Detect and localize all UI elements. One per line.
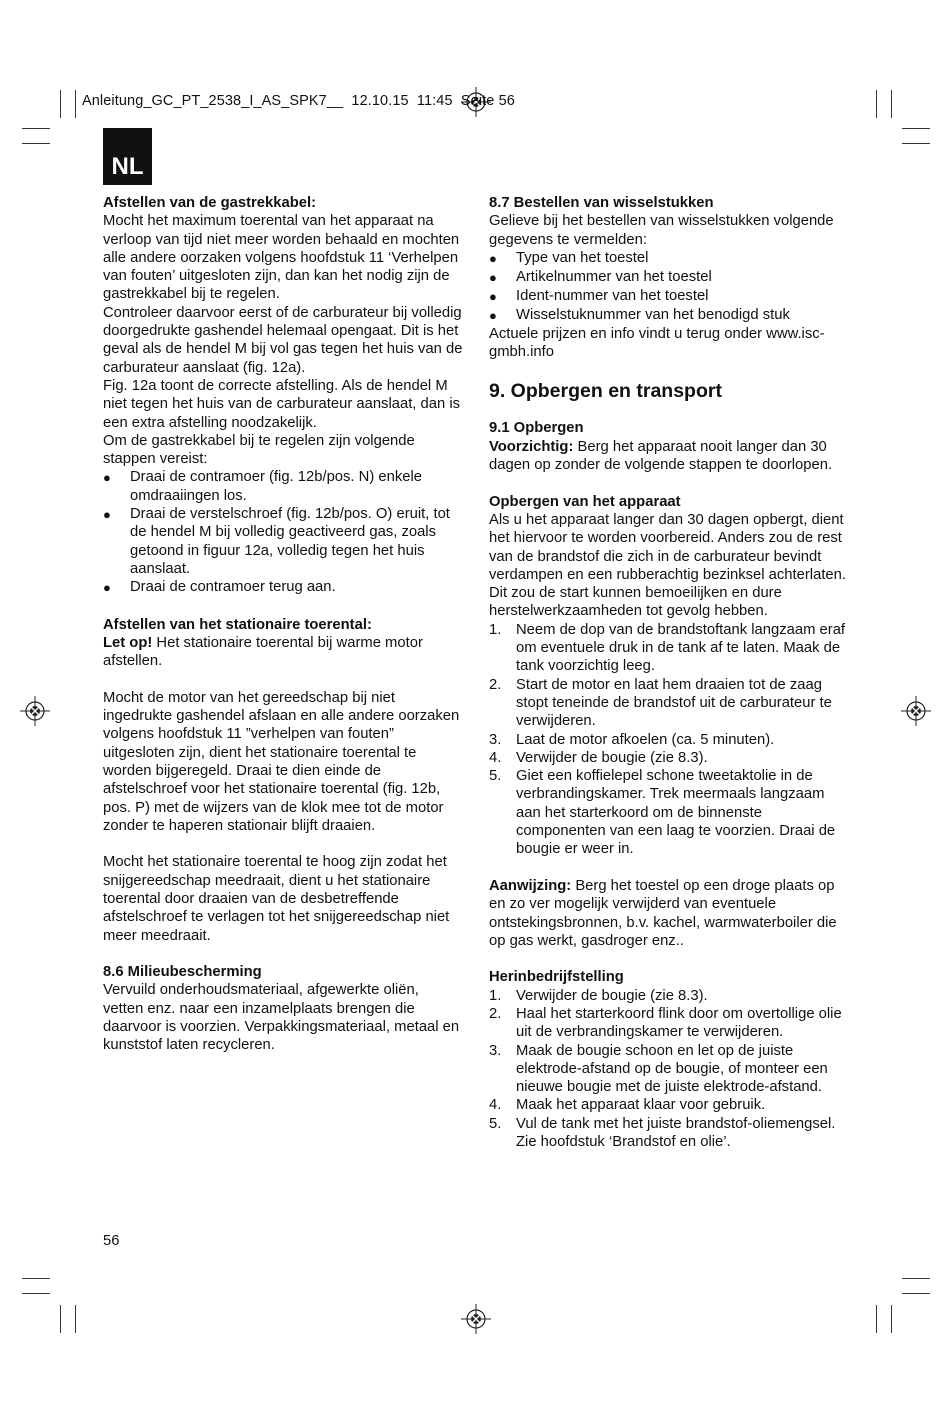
bullet-icon: ● bbox=[103, 580, 111, 596]
bullet-icon: ● bbox=[489, 288, 497, 304]
crop-mark bbox=[902, 128, 930, 129]
list-item-text: Artikelnummer van het toestel bbox=[516, 268, 712, 285]
paragraph: Mocht het maximum toerental van het apparaat na verloop van tijd niet meer worden behaald en mochten alle andere oorzaken volgens hoofdstuk 11 ‘Verhelpen van fouten’ uitgesloten zijn, dan kan het nodig zijn de gastrekkabel bij te regelen. bbox=[103, 213, 460, 303]
print-slug: Anleitung_GC_PT_2538_I_AS_SPK7__ 12.10.15 11:45 Seite 56 bbox=[82, 93, 515, 109]
section-heading: 8.6 Milieubescherming bbox=[103, 964, 262, 981]
paragraph: Als u het apparaat langer dan 30 dagen opbergt, dient het hiervoor te worden voorbereid. Anders zou de rest van de brandstof die zich in de carburateur bevindt verdampen en een rubberachtig bezinksel achterlaten. Dit zou de start kunnen bemoeilijken en dure herstelwerkzaamheden tot gevolg hebben. bbox=[489, 511, 846, 620]
crop-mark bbox=[902, 1293, 930, 1294]
list-item bbox=[489, 749, 849, 767]
paragraph: Vervuild onderhoudsmateriaal, afgewerkte oliën, vetten enz. naar een inzamelplaats brengen die daarvoor is voorzien. Verpakkingsmateriaal, metaal en kunststof laten recycleren. bbox=[103, 982, 460, 1054]
list-item-text: Verwijder de bougie (zie 8.3). bbox=[516, 987, 708, 1004]
crop-mark bbox=[75, 1305, 76, 1333]
list-item bbox=[489, 287, 849, 306]
list-number: 5. bbox=[489, 768, 502, 785]
list-item bbox=[489, 1042, 849, 1097]
note-label: Aanwijzing: bbox=[489, 877, 572, 894]
list-item-text: Type van het toestel bbox=[516, 249, 649, 266]
list-item bbox=[489, 1115, 849, 1152]
list-number: 4. bbox=[489, 749, 502, 766]
section-heading: Afstellen van de gastrekkabel: bbox=[103, 195, 316, 211]
list-item-text: Neem de dop van de brandstoftank langzaam eraf om eventuele druk in de tank af te laten. Maak de tank voorzichtig leeg. bbox=[516, 621, 846, 675]
paragraph bbox=[103, 634, 463, 671]
list-item-text: Draai de verstelschroef (fig. 12b/pos. O) eruit, tot de hendel M bij volledig geactiveerd gas, zoals getoond in figuur 12a, volledig tegen het huis aanslaat. bbox=[130, 506, 450, 577]
warning-label: Voorzichtig: bbox=[489, 438, 574, 455]
list-item-text: Start de motor en laat hem draaien tot de zaag stopt teneinde de brandstof uit de carburateur te verwijderen. bbox=[516, 676, 832, 730]
paragraph: Om de gastrekkabel bij te regelen zijn volgende stappen vereist: bbox=[103, 432, 415, 468]
section-heading: Herinbedrijfstelling bbox=[489, 969, 624, 986]
list-number: 2. bbox=[489, 676, 502, 693]
list-item bbox=[103, 505, 463, 578]
crop-mark bbox=[876, 1305, 877, 1333]
list-number: 2. bbox=[489, 1005, 502, 1022]
bullet-icon: ● bbox=[489, 250, 497, 266]
list-item-text: Draai de contramoer terug aan. bbox=[130, 579, 336, 596]
bullet-icon: ● bbox=[103, 470, 111, 486]
list-item bbox=[489, 268, 849, 287]
page-number: 56 bbox=[103, 1233, 120, 1249]
crop-mark bbox=[60, 90, 61, 118]
crop-mark bbox=[75, 90, 76, 118]
list-item bbox=[489, 676, 849, 731]
crop-mark bbox=[22, 1293, 50, 1294]
list-item-text: Haal het starterkoord flink door om overtollige olie uit de verbrandingskamer te verwijderen. bbox=[516, 1005, 842, 1041]
crop-mark bbox=[22, 128, 50, 129]
list-item-text: Maak het apparaat klaar voor gebruik. bbox=[516, 1097, 766, 1114]
registration-mark-icon bbox=[901, 696, 931, 726]
bullet-icon: ● bbox=[489, 269, 497, 285]
registration-mark-icon bbox=[461, 1304, 491, 1334]
list-item-text: Maak de bougie schoon en let op de juiste elektrode-afstand op de bougie, of monteer een nieuwe bougie met de juiste elektrode-afstand. bbox=[516, 1042, 828, 1096]
warning-text: Het stationaire toerental bij warme motor afstellen. bbox=[103, 634, 423, 670]
section-heading: 8.7 Bestellen van wisselstukken bbox=[489, 195, 714, 211]
paragraph: Fig. 12a toont de correcte afstelling. Als de hendel M niet tegen het huis van de carburateur aanslaat, dan is een extra afstelling noodzakelijk. bbox=[103, 377, 461, 431]
paragraph: Gelieve bij het bestellen van wisselstukken volgende gegevens te vermelden: bbox=[489, 213, 834, 248]
list-number: 5. bbox=[489, 1115, 502, 1132]
list-item bbox=[489, 249, 849, 268]
right-column bbox=[489, 194, 849, 1151]
crop-mark bbox=[902, 1278, 930, 1279]
list-item bbox=[489, 767, 849, 858]
list-item-text: Draai de contramoer (fig. 12b/pos. N) enkele omdraaiingen los. bbox=[130, 469, 422, 504]
list-item bbox=[489, 731, 849, 749]
list-number: 1. bbox=[489, 987, 502, 1004]
list-item bbox=[489, 306, 849, 325]
list-item-text: Giet een koffielepel schone tweetaktolie in de verbrandingskamer. Trek meermaals langzaam aan het starterkoord om de binnenste componenten van een laag te voorzien. Draai de bougie er weer in. bbox=[516, 768, 836, 858]
list-item-text: Vul de tank met het juiste brandstof-oliemengsel. Zie hoofdstuk ‘Brandstof en olie’. bbox=[516, 1115, 836, 1151]
crop-mark bbox=[902, 143, 930, 144]
list-item bbox=[489, 1005, 849, 1042]
paragraph: Mocht het stationaire toerental te hoog zijn zodat het snijgereedschap meedraait, dient u het stationaire toerental door draaien van de desbetreffende afstelschroef te verlagen tot het snijgereedschap niet meer meedraait. bbox=[103, 854, 450, 944]
list-item bbox=[103, 578, 463, 597]
list-item-text: Verwijder de bougie (zie 8.3). bbox=[516, 749, 708, 766]
list-number: 3. bbox=[489, 731, 502, 748]
paragraph: Actuele prijzen en info vindt u terug onder www.isc-gmbh.info bbox=[489, 325, 825, 361]
list-item bbox=[489, 1096, 849, 1114]
list-item bbox=[103, 468, 463, 505]
warning-label: Let op! bbox=[103, 634, 153, 651]
list-item-text: Ident-nummer van het toestel bbox=[516, 287, 709, 304]
bullet-icon: ● bbox=[103, 507, 111, 523]
language-badge: NL bbox=[103, 128, 152, 185]
crop-mark bbox=[22, 143, 50, 144]
crop-mark bbox=[876, 90, 877, 118]
paragraph: Mocht de motor van het gereedschap bij niet ingedrukte gashendel afslaan en alle andere oorzaken volgens hoofdstuk 11 ”verhelpen van fouten” uitgesloten zijn, dient het stationaire toerental te worden bijgeregeld. Draai te dien einde de afstelschroef voor het stationaire toerental (fig. 12b, pos. P) met de wijzers van de klok mee tot de motor zonder te haperen stationair blijft draaien. bbox=[103, 689, 460, 834]
paragraph: Controleer daarvoor eerst of de carburateur bij volledig doorgedrukte gashendel helemaal opengaat. Dit is het geval als de hendel M bij vol gas tegen het huis van de carburateur aanslaat (fig. 12a). bbox=[103, 304, 463, 376]
crop-mark bbox=[22, 1278, 50, 1279]
paragraph bbox=[489, 877, 849, 950]
crop-mark bbox=[891, 90, 892, 118]
list-item bbox=[489, 621, 849, 676]
section-heading: Opbergen van het apparaat bbox=[489, 493, 681, 510]
list-number: 1. bbox=[489, 621, 502, 638]
paragraph bbox=[489, 438, 849, 475]
list-number: 4. bbox=[489, 1097, 502, 1114]
bullet-icon: ● bbox=[489, 307, 497, 323]
chapter-heading: 9. Opbergen en transport bbox=[489, 380, 722, 403]
crop-mark bbox=[60, 1305, 61, 1333]
list-item-text: Wisselstuknummer van het benodigd stuk bbox=[516, 306, 790, 323]
list-item-text: Laat de motor afkoelen (ca. 5 minuten). bbox=[516, 731, 775, 748]
section-heading: Afstellen van het stationaire toerental: bbox=[103, 616, 372, 633]
left-column bbox=[103, 194, 463, 1055]
note-text: Berg het toestel op een droge plaats op en zo ver mogelijk verwijderd van eventuele ontstekingsbronnen, b.v. kachel, warmwaterboiler die op gas werkt, gasdroger enz.. bbox=[489, 877, 837, 949]
list-number: 3. bbox=[489, 1042, 502, 1059]
registration-mark-icon bbox=[20, 696, 50, 726]
warning-text: Berg het apparaat nooit langer dan 30 dagen op zonder de volgende stappen te doorlopen. bbox=[489, 438, 833, 474]
section-heading: 9.1 Opbergen bbox=[489, 420, 584, 437]
list-item bbox=[489, 987, 849, 1005]
crop-mark bbox=[891, 1305, 892, 1333]
